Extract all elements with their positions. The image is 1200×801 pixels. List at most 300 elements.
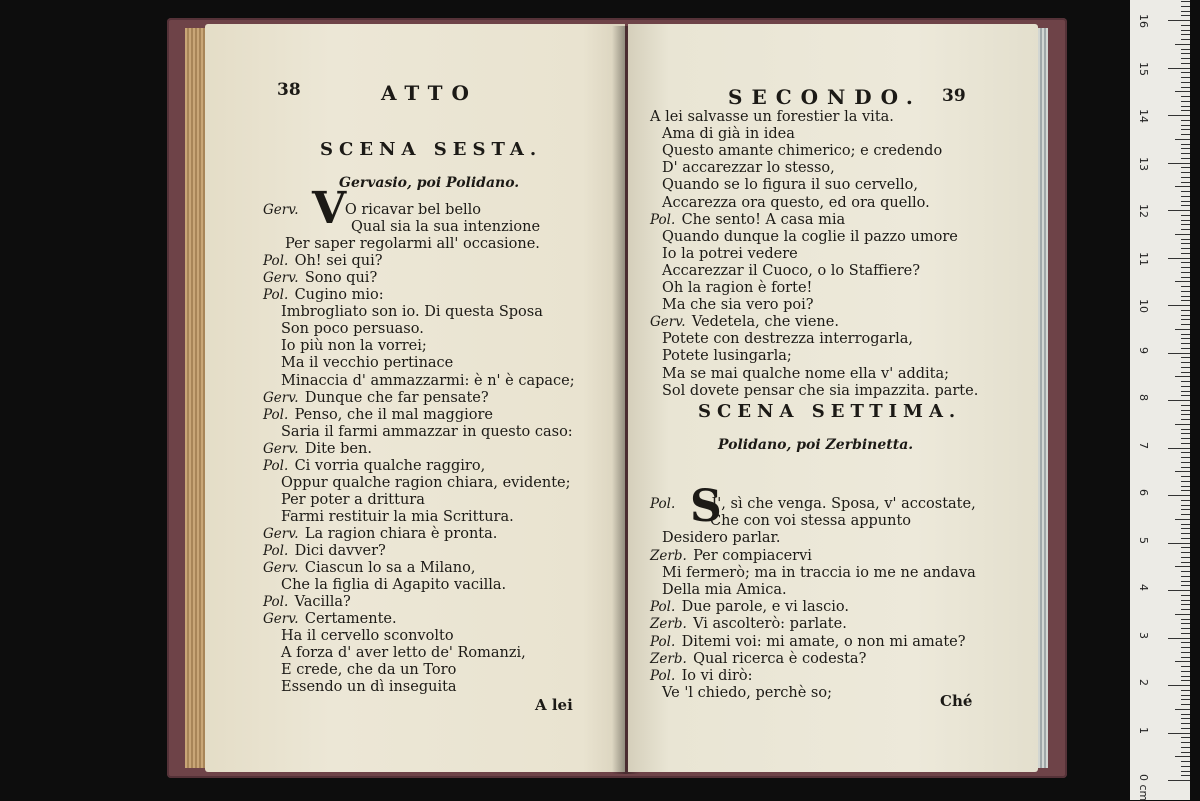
ruler-tick [1168,685,1190,686]
ruler-tick [1181,467,1190,468]
verse-text: Ve 'l chiedo, perchè so; [662,685,832,702]
verse-line [650,366,949,383]
verse-line [650,263,920,280]
ruler-tick [1181,619,1190,620]
ruler-tick [1181,699,1190,700]
ruler-tick [1181,490,1190,491]
speaker-label: Gerv. [263,440,303,457]
scene-characters: Gervasio, poi Polidano. [339,175,520,191]
speaker-label: Gerv. [263,389,303,406]
ruler-tick [1181,319,1190,320]
ruler-tick [1168,353,1190,354]
verse-text: Per poter a drittura [281,491,425,508]
ruler-tick [1181,101,1190,102]
ruler-tick [1181,296,1190,297]
verse-text: D' accarezzar lo stesso, [662,160,835,177]
ruler-tick [1168,305,1190,306]
ruler-tick [1168,258,1190,259]
verse-line [650,143,942,160]
ruler-tick [1181,581,1190,582]
verse-line [650,513,911,530]
ruler-label: 10 [1137,299,1150,313]
ruler-tick [1181,395,1190,396]
verse-text: Vi ascolterò: parlate. [693,616,847,633]
catchword: Ché [940,692,973,710]
ruler-tick [1181,414,1190,415]
verse-text: Io la potrei vedere [662,245,798,262]
ruler-label: 3 [1137,631,1150,639]
ruler-tick [1181,134,1190,135]
speaker-label: Gerv. [263,611,303,628]
ruler-tick [1181,110,1190,111]
verse-line [263,458,485,475]
verse-text: Questo amante chimerico; e credendo [662,143,943,160]
verse-line [263,679,457,696]
ruler-tick [1181,438,1190,439]
ruler-tick [1175,614,1190,615]
speaker-label: Pol. [263,406,293,423]
ruler-tick [1175,329,1190,330]
verse-text: I', sì che venga. Sposa, v' accostate, [711,496,976,512]
verse-text: Per compiacervi [693,547,812,564]
verse-line [650,383,978,400]
ruler-tick [1181,129,1190,130]
ruler-tick [1181,552,1190,553]
ruler-label: 1 [1137,726,1150,734]
verse-text: Penso, che il mal maggiore [294,406,494,423]
ruler-tick [1181,229,1190,230]
verse-line [650,229,958,246]
verse-line [263,270,377,287]
verse-text: Mi fermerò; ma in traccia io me ne andava [662,564,976,581]
ruler-tick [1175,756,1190,757]
ruler-tick [1181,381,1190,382]
verse-text: Essendo un dì inseguita [281,679,457,696]
ruler-label: 4 [1137,584,1150,591]
ruler-tick [1181,1,1190,2]
ruler-tick [1181,272,1190,273]
ruler-tick [1175,471,1190,472]
ruler-tick [1175,234,1190,235]
speaker-label: Zerb. [650,547,692,564]
ruler-tick [1181,576,1190,577]
ruler-tick [1175,44,1190,45]
verse-text: O ricavar bel bello [344,202,482,218]
ruler-tick [1181,386,1190,387]
verse-line [650,109,894,126]
scene-title: SCENA SETTIMA. [698,401,962,422]
verse-text: Sol dovete pensar che sia impazzita. parte. [662,382,979,399]
ruler-tick [1175,139,1190,140]
verse-line [263,390,489,407]
verse-line [263,304,543,321]
ruler-tick [1181,410,1190,411]
ruler-tick [1181,628,1190,629]
speaker-label: Pol. [650,633,680,650]
ruler-tick [1181,201,1190,202]
ruler-tick [1181,623,1190,624]
ruler-tick [1181,153,1190,154]
ruler-label: 11 [1137,251,1150,266]
verse-text: Oppur qualche ragion chiara, evidente; [281,474,571,491]
ruler-tick [1181,205,1190,206]
verse-line [263,373,575,390]
speaker-label: Gerv. [263,560,303,577]
ruler-tick [1181,267,1190,268]
ruler-tick [1181,120,1190,121]
ruler-tick [1168,115,1190,116]
verse-text: Cugino mio: [294,287,384,304]
ruler-tick [1181,500,1190,501]
verse-text: Due parole, e vi lascio. [681,599,849,616]
ruler-tick [1181,310,1190,311]
verse-line [650,331,913,348]
verse-text: Desidero parlar. [662,530,781,547]
ruler-tick [1168,495,1190,496]
verse-text: Ciascun lo sa a Milano, [304,560,476,577]
ruler-tick [1181,690,1190,691]
ruler-tick [1181,547,1190,548]
verse-line [263,441,372,458]
ruler-tick [1181,747,1190,748]
verse-line [650,280,812,297]
ruler-tick [1181,148,1190,149]
verse-text: Io vi dirò: [681,668,753,684]
verse-line [263,219,540,236]
speaker-label: Pol. [263,253,293,270]
verse-text: Minaccia d' ammazzarmi: è n' è capace; [281,372,575,389]
verse-text: Ci vorria qualche raggiro, [294,457,486,474]
verse-text: Qual sia la sua intenzione [351,219,541,236]
ruler-tick [1181,528,1190,529]
verse-text: Ma che sia vero poi? [662,297,814,314]
ruler-label: 15 [1137,61,1150,76]
ruler-label: 6 [1137,489,1150,496]
ruler-tick [1181,324,1190,325]
speaker-label: Gerv. [650,314,690,331]
verse-line [263,253,383,270]
speaker-label: Pol. [650,599,680,616]
ruler-tick [1181,172,1190,173]
verse-text: Accarezzar il Cuoco, o lo Staffiere? [662,262,920,279]
ruler-tick [1181,262,1190,263]
verse-line [263,560,475,577]
verse-text: Certamente. [304,611,397,628]
ruler-tick [1181,443,1190,444]
ruler-tick [1181,676,1190,677]
verse-line [650,348,792,365]
ruler-tick [1181,405,1190,406]
speaker-label: Pol. [650,668,680,684]
verse-text: A forza d' aver letto de' Romanzi, [281,645,526,662]
speaker-label: Pol. [263,594,293,611]
verse-text: Ma se mai qualche nome ella v' addita; [662,365,950,382]
ruler-tick [1181,714,1190,715]
ruler-tick [1181,348,1190,349]
verse-line [263,321,424,338]
ruler-tick [1181,87,1190,88]
verse-line [650,126,795,143]
verse-text: E crede, che da un Toro [281,662,457,679]
ruler-tick [1181,538,1190,539]
ruler-tick [1181,600,1190,601]
verse-line [263,543,386,560]
ruler-tick [1175,376,1190,377]
verse-line [650,616,847,633]
ruler-tick [1168,448,1190,449]
ruler-tick [1181,457,1190,458]
drop-cap: V [312,183,347,234]
verse-text: Ditemi voi: mi amate, o non mi amate? [681,633,966,650]
verse-text: Ama di già in idea [662,126,795,143]
verse-line [263,611,397,628]
ruler-label: 7 [1137,441,1150,449]
ruler-tick [1181,604,1190,605]
verse-text: Potete lusingarla; [662,348,792,365]
ruler-tick [1181,144,1190,145]
ruler-tick [1181,452,1190,453]
ruler-tick [1181,96,1190,97]
speaker-label: Pol. [650,496,680,512]
ruler-tick [1181,53,1190,54]
verse-text: Che la figlia di Agapito vacilla. [281,577,507,594]
verse-text: Dite ben. [304,440,372,457]
ruler-label: 9 [1137,346,1150,354]
verse-text: Che sento! A casa mia [681,211,846,228]
ruler-tick [1181,771,1190,772]
ruler-label: 16 [1137,14,1150,28]
ruler-tick [1181,243,1190,244]
ruler-tick [1181,63,1190,64]
ruler-tick [1181,220,1190,221]
ruler-tick [1181,752,1190,753]
ruler-tick [1181,666,1190,667]
ruler-tick [1181,742,1190,743]
verse-text: Quando dunque la coglie il pazzo umore [662,228,958,245]
verse-line [650,314,839,331]
verse-text: Della mia Amica. [662,582,787,598]
speaker-label: Pol. [263,457,293,474]
verse-line [650,530,781,547]
ruler-tick [1181,315,1190,316]
verse-line [650,565,976,582]
ruler-tick [1181,642,1190,643]
ruler-tick [1181,291,1190,292]
ruler-tick [1168,20,1190,21]
verse-text: Quando se lo figura il suo cervello, [662,177,918,194]
verse-line [650,297,814,314]
ruler-tick [1181,196,1190,197]
verse-text: A lei salvasse un forestier la vita. [650,109,894,125]
ruler-tick [1181,514,1190,515]
ruler-tick [1181,34,1190,35]
ruler-tick [1181,761,1190,762]
ruler-tick [1175,661,1190,662]
ruler-tick [1181,11,1190,12]
verse-line [263,577,506,594]
verse-line [263,475,571,492]
ruler-tick [1181,49,1190,50]
verse-line [263,509,514,526]
measurement-ruler [1130,0,1190,800]
ruler-tick [1181,723,1190,724]
ruler-label: 14 [1137,109,1150,123]
ruler-tick [1181,58,1190,59]
verse-line [650,160,835,177]
verse-text: Imbrogliato son io. Di questa Sposa [281,304,543,321]
verse-line [650,685,832,702]
verse-text: Io più non la vorrei; [281,338,427,355]
ruler-tick [1181,695,1190,696]
ruler-tick [1181,334,1190,335]
verse-text: Vacilla? [294,594,351,611]
ruler-tick [1181,357,1190,358]
ruler-tick [1181,248,1190,249]
ruler-tick [1181,462,1190,463]
ruler-tick [1181,419,1190,420]
ruler-tick [1168,638,1190,639]
ruler-tick [1181,224,1190,225]
ruler-tick [1181,680,1190,681]
ruler-tick [1181,343,1190,344]
ruler-tick [1181,718,1190,719]
ruler-tick [1181,728,1190,729]
verse-text: Dici davver? [294,543,386,559]
verse-line [263,287,384,304]
ruler-tick [1181,571,1190,572]
ruler-tick [1175,281,1190,282]
ruler-tick [1181,429,1190,430]
right-page [628,24,1038,772]
ruler-label: 12 [1137,204,1150,218]
ruler-tick [1181,182,1190,183]
ruler-tick [1181,15,1190,16]
ruler-tick [1181,585,1190,586]
verse-line [650,496,976,513]
speaker-label: Pol. [263,287,293,304]
verse-line [650,668,753,685]
ruler-tick [1181,775,1190,776]
verse-text: Dunque che far pensate? [304,389,489,406]
scene-characters: Polidano, poi Zerbinetta. [718,437,914,453]
verse-line [650,599,849,616]
ruler-tick [1181,486,1190,487]
ruler-tick [1181,737,1190,738]
speaker-label: Zerb. [650,616,692,633]
ruler-tick [1181,652,1190,653]
ruler-tick [1181,286,1190,287]
verse-line [263,355,453,372]
ruler-tick [1181,367,1190,368]
ruler-tick [1181,562,1190,563]
ruler-tick [1175,566,1190,567]
speaker-label: Gerv. [263,202,303,218]
ruler-tick [1181,671,1190,672]
ruler-tick [1168,400,1190,401]
ruler-tick [1181,39,1190,40]
ruler-tick [1181,300,1190,301]
ruler-tick [1181,191,1190,192]
verse-text: Qual ricerca è codesta? [693,650,867,667]
verse-line [650,651,866,668]
ruler-tick [1168,780,1190,781]
verse-line [263,338,427,355]
ruler-tick [1181,633,1190,634]
verse-line [263,202,481,219]
ruler-tick [1181,158,1190,159]
scene-title: SCENA SESTA. [320,139,543,160]
verse-text: Oh! sei qui? [294,253,383,270]
ruler-tick [1181,704,1190,705]
speaker-label: Zerb. [650,650,692,667]
ruler-tick [1181,338,1190,339]
verse-text: Accarezza ora questo, ed ora quello. [662,194,930,211]
ruler-tick [1181,766,1190,767]
ruler-tick [1181,253,1190,254]
ruler-tick [1181,533,1190,534]
ruler-tick [1175,91,1190,92]
ruler-tick [1168,733,1190,734]
ruler-tick [1175,519,1190,520]
verse-line [263,236,540,253]
ruler-tick [1181,72,1190,73]
ruler-tick [1181,177,1190,178]
ruler-tick [1181,77,1190,78]
ruler-tick [1181,524,1190,525]
ruler-tick [1181,106,1190,107]
verse-text: Per saper regolarmi all' occasione. [285,236,540,253]
running-head: ATTO [381,81,478,105]
ruler-tick [1181,25,1190,26]
verse-line [650,582,787,599]
speaker-label: Pol. [263,543,293,559]
running-head: SECONDO. [728,85,922,109]
ruler-tick [1181,82,1190,83]
ruler-label: 0 cm [1137,774,1150,801]
ruler-tick [1181,609,1190,610]
ruler-label: 8 [1137,394,1150,401]
speaker-label: Pol. [650,211,680,228]
verse-text: La ragion chiara è pronta. [304,525,498,542]
verse-text: Oh la ragion è forte! [662,280,813,296]
ruler-tick [1181,647,1190,648]
ruler-label: 13 [1137,156,1150,171]
verse-line [263,492,425,509]
verse-text: Ma il vecchio pertinace [281,355,454,372]
ruler-tick [1181,167,1190,168]
ruler-tick [1175,709,1190,710]
verse-line [263,628,454,645]
ruler-tick [1175,186,1190,187]
verse-line [263,594,351,611]
page-number: 38 [277,80,301,100]
verse-text: Sono qui? [304,270,378,287]
verse-text: Saria il farmi ammazzar in questo caso: [281,423,573,440]
ruler-tick [1181,277,1190,278]
ruler-tick [1181,6,1190,7]
verse-text: Son poco persuaso. [281,321,424,338]
ruler-label: 2 [1137,679,1150,686]
ruler-tick [1181,595,1190,596]
verse-line [650,548,812,565]
ruler-tick [1168,68,1190,69]
verse-line [650,212,845,229]
ruler-tick [1181,372,1190,373]
verse-line [263,407,493,424]
verse-line [650,195,930,212]
ruler-label: 5 [1137,536,1150,544]
left-page [205,24,625,772]
